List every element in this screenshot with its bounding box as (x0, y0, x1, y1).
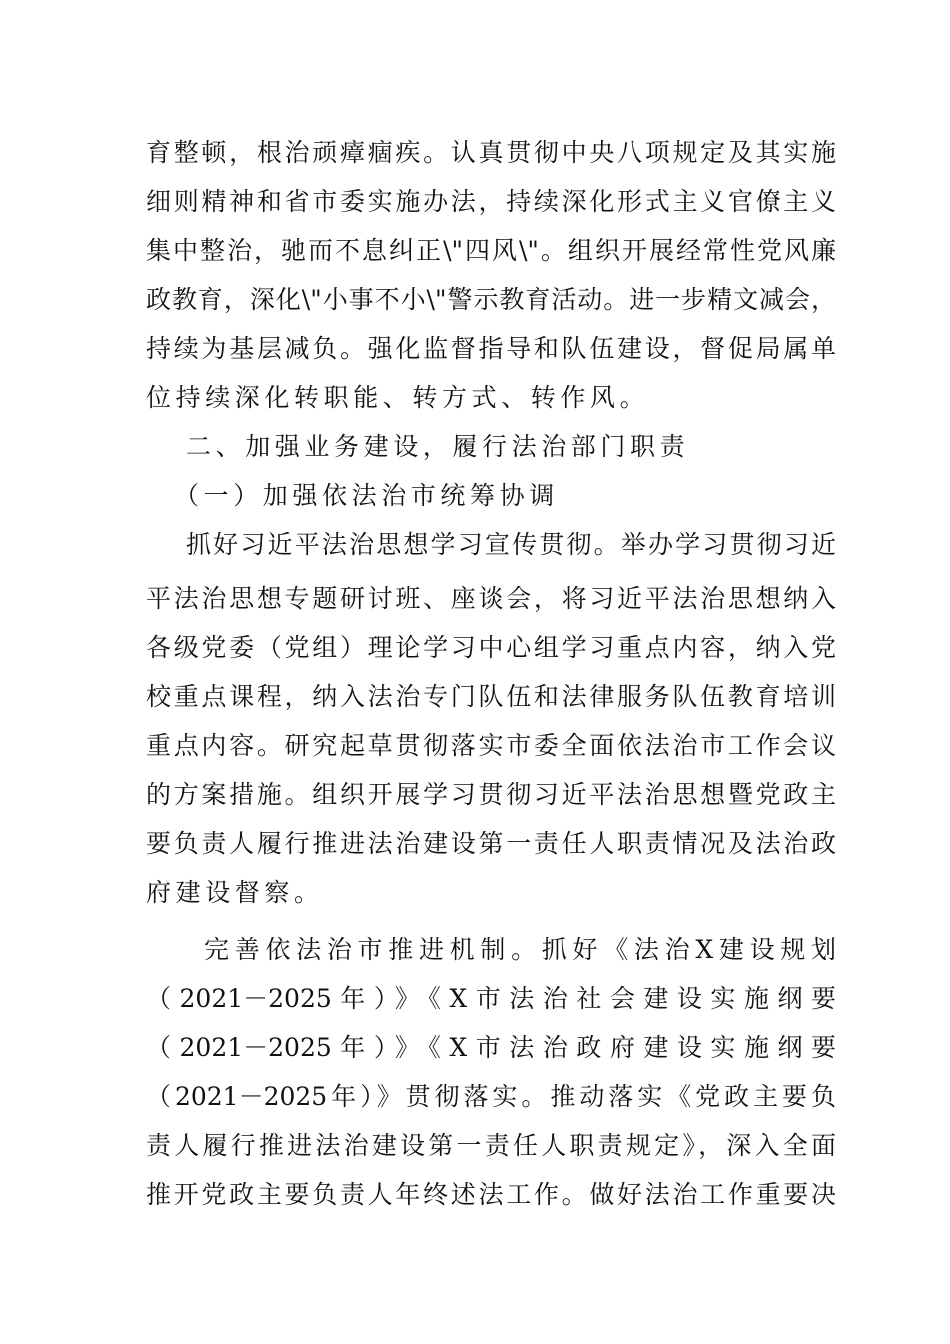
paragraph-line: 府建设督察。 (146, 878, 324, 907)
paragraph-line: 重点内容。研究起草贯彻落实市委全面依法治市工作会议 (146, 731, 836, 760)
paragraph-line: 集中整治，驰而不息纠正\"四风\"。组织开展经常性党风廉 (146, 236, 836, 265)
paragraph-line: 政教育，深化\"小事不小\"警示教育活动。进一步精文减会， (146, 285, 836, 314)
paragraph-line: 完善依法治市推进机制。抓好《法治X建设规划 (204, 935, 836, 964)
paragraph-line: 细则精神和省市委实施办法，持续深化形式主义官僚主义 (146, 187, 836, 216)
paragraph-line: 校重点课程，纳入法治专门队伍和法律服务队伍教育培训 (146, 682, 836, 711)
paragraph-line: 持续为基层减负。强化监督指导和队伍建设，督促局属单 (146, 334, 836, 363)
paragraph-line: 抓好习近平法治思想学习宣传贯彻。举办学习贯彻习近 (186, 530, 836, 559)
paragraph-line: 推开党政主要负责人年终述法工作。做好法治工作重要决 (146, 1180, 836, 1209)
paragraph-line: 育整顿，根治顽瘴痼疾。认真贯彻中央八项规定及其实施 (146, 138, 836, 167)
paragraph-line: 要负责人履行推进法治建设第一责任人职责情况及法治政 (146, 829, 836, 858)
paragraph-line: 平法治思想专题研讨班、座谈会，将习近平法治思想纳入 (146, 584, 836, 613)
paragraph-line: 责人履行推进法治建设第一责任人职责规定》，深入全面 (146, 1131, 836, 1160)
paragraph-line: 的方案措施。组织开展学习贯彻习近平法治思想暨党政主 (146, 780, 836, 809)
paragraph-line: 各级党委（党组）理论学习中心组学习重点内容，纳入党 (146, 633, 836, 662)
paragraph-line: （2021－2025年）》《X市法治政府建设实施纲要 (146, 1033, 836, 1062)
paragraph-line: （2021－2025年）》《X市法治社会建设实施纲要 (146, 984, 836, 1013)
paragraph-line: （2021－2025年）》贯彻落实。推动落实《党政主要负 (146, 1082, 836, 1111)
subsection-heading: （一）加强依法治市统筹协调 (174, 481, 559, 510)
section-heading: 二、加强业务建设，履行法治部门职责 (186, 432, 690, 461)
paragraph-line: 位持续深化转职能、转方式、转作风。 (146, 383, 650, 412)
